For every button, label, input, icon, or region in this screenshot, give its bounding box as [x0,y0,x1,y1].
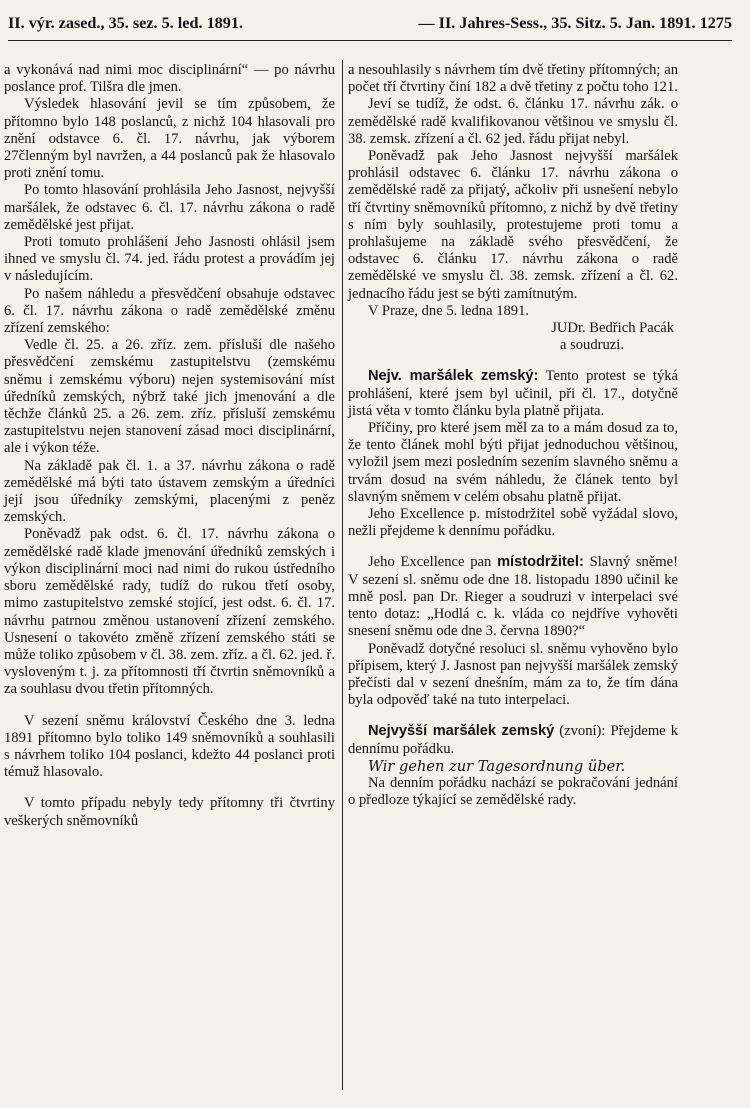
right-paragraph: Příčiny, pro které jsem měl za to a mám dosud za to, že tento článek mohl býti přijat jednoduchou většinou, vyložil jsem mezi posledním sezením slavného sněmu a trvám dosud na svém náhledu, že článek tento byl slavným sněmem v celém obsahu platně přijat. [348,420,678,505]
right-paragraph: Jeví se tudíž, že odst. 6. článku 17. návrhu zák. o zemědělské radě kvalifikovanou většinou ve smyslu čl. 38. zemsk. zřízení a čl. 62 jed. řádu přijat nebyl. [348,96,678,147]
speaker-intro: Jeho Excellence pan [368,554,492,571]
speaker-name: Nejvyšší maršálek zemský [368,723,555,740]
right-paragraph: Poněvadž dotyčné resoluci sl. sněmu vyhověno bylo přípisem, který J. Jasnost pan nejvyšší maršálek zemský přečísti dal v sezení dnešním, mám za to, že tím dána byla odpověď také na tuto interpelaci. [348,640,678,709]
left-paragraph: Po tomto hlasování prohlásila Jeho Jasnost, nejvyšší maršálek, že odstavec 6. čl. 17. návrhu zákona o radě zemědělské jest přijat. [4,182,335,233]
speaker-name: Nejv. maršálek zemský: [368,368,539,385]
left-paragraph: Proti tomuto prohlášení Jeho Jasnosti ohlásil jsem ihned ve smyslu čl. 74. jed. řádu protest a provádím jej v následujícím. [4,234,335,285]
right-column [348,62,678,809]
header-german: — II. Jahres-Sess., 35. Sitz. 5. Jan. 1891. 1275 [418,14,732,32]
signature-name: JUDr. Bedřich Pacák [551,320,674,337]
speech-paragraph [348,368,678,420]
speech-text: Přejdeme k dennímu pořádku. [348,723,678,757]
left-paragraph: V sezení sněmu království Českého dne 3. ledna 1891 přítomno bylo toliko 149 sněmovníků a souhlasili s návrhem toliko 104 poslanci, kdežto 44 poslanci proti témuž hlasovalo. [4,712,335,781]
speaker-name: místodržitel: [497,554,584,571]
left-paragraph: Výsledek hlasování jevil se tím způsobem, že přítomno bylo 148 poslanců, z nichž 104 hlasovali pro znění odstavce 6. čl. 17. návrhu, jak výborem 27členným byl navržen, a 44 poslanců pak že hlasovalo proti znění tomu. [4,96,335,182]
german-line: Wir gehen zur Tagesordnung über. [368,757,626,775]
header-czech: II. výr. zased., 35. sez. 5. led. 1891. [8,14,244,32]
left-paragraph: Poněvadž pak odst. 6. čl. 17. návrhu zákona o zemědělské radě klade jmenování úředníků zemských i výkon disciplinární moci nad nimi do rukou ústředního sboru zemědělské rady, tudíž do rukou třetí osoby, mimo zastupitelstvo zemské stojící, jest odst. 6. čl. 17. návrhu patrnou změnou ustanovení zřízení zemského. Usnesení o takovéto změně zřízení zemského státi se může toliko způsobem v čl. 38. zem. zříz. a čl. 62. jed. ř. vysloveným t. j. za přítomnosti tří čtvrtin sněmovníků a za souhlasu dvou třetin přítomných. [4,526,335,698]
right-paragraph: a nesouhlasily s návrhem tím dvě třetiny přítomných; an počet tří čtvrtiny činí 182 a dvě třetiny z počtu toho 121. [348,62,678,96]
place-date: V Praze, dne 5. ledna 1891. [368,302,530,319]
left-paragraph: Vedle čl. 25. a 26. zříz. zem. přísluší dle našeho přesvědčení zemskému zastupitelstvu (zemskému sněmu i zemskému výboru) nejen systemisování míst úředníků zemských, nýbrž také jich jmenování a dle těchže článků 25. a 26. zem. zříz. přísluší zemskému zastupitelstvu nejen stanovení zásad moci disciplinární, ale i výkon téže. [4,337,335,457]
left-paragraph: V tomto případu nebyly tedy přítomny tři čtvrtiny veškerých sněmovníků [4,795,335,829]
signature-cosigners: a soudruzi. [559,337,624,354]
right-paragraph: Poněvadž pak Jeho Jasnost nejvyšší maršálek prohlásil odstavec 6. článku 17. návrhu zákona o zemědělské radě za přijatý, ačkoliv při usnešení nebylo tří čtvrtiny sněmovníků přítomno, z nichž by dvě třetiny s ním byly souhlasily, protestujeme proti tomu a prohlašujeme na základě svého přesvědčení, že odstavec 6. článku 17. návrhu zákona o radě zemědělské ve smyslu čl. 38. zemsk. zřízení a čl. 62. jednacího řádu jest se býti zamítnutým. [348,148,678,302]
speech-text: Slavný sněme! V sezení sl. sněmu ode dne 18. listopadu 1890 učinil ke mně posl. pan Dr. Rieger a soudruzi v interpelaci své tento dotaz: „Hodlá c. k. vláda co nejdříve vyhověti snesení sněmu ode dne 3. června 1890?“ [348,554,678,640]
right-paragraph: Jeho Excellence p. místodržitel sobě vyžádal slovo, nežli přejdeme k dennímu pořádku. [348,506,678,540]
left-column [4,62,335,830]
column-divider [342,60,343,1090]
left-paragraph: a vykonává nad nimi moc disciplinární“ — po návrhu poslance prof. Tilšra dle jmen. [4,62,335,96]
page-header [8,14,732,41]
speaker-note: (zvoní): [559,723,606,740]
speech-paragraph [348,723,678,757]
speech-text: Tento protest se týká prohlášení, které jsem byl učinil, při čl. 17., dotyčně jistá věta v tomto článku byla platně přijata. [348,368,679,419]
speech-paragraph [348,554,678,640]
left-paragraph: Na základě pak čl. 1. a 37. návrhu zákona o radě zemědělské má býti tato ústavem zemským a úředníci její jsou úředníky zemskými, placenými z peněz zemských. [4,457,335,526]
right-paragraph: Na denním pořádku nachází se pokračování jednání o předloze týkající se zemědělské rady. [348,774,678,809]
left-paragraph: Po našem náhledu a přesvědčení obsahuje odstavec 6. čl. 17. návrhu zákona o radě zemědělské změnu zřízení zemského: [4,285,335,337]
